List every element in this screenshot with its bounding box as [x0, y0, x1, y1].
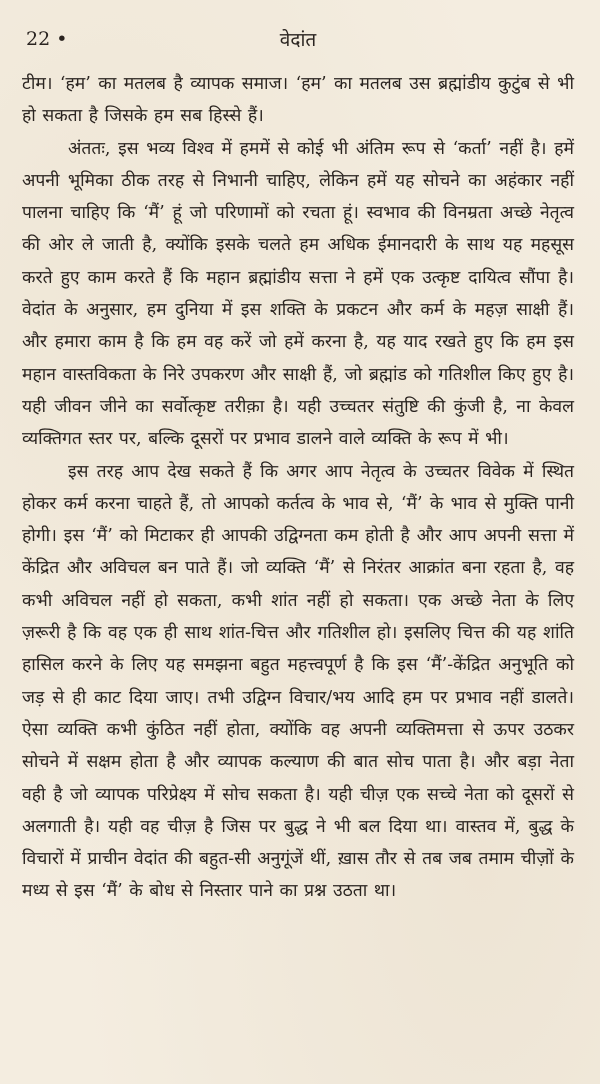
page-header: [22, 22, 574, 58]
paragraph: अंततः, इस भव्य विश्व में हममें से कोई भी अंतिम रूप से ‘कर्ता’ नहीं है। हमें अपनी भूमिका ठीक तरह से निभानी चाहिए, लेकिन हमें यह सोचने का अहंकार नहीं पालना चाहिए कि ‘मैं’ हूं जो परिणामों को रचता हूं। स्वभाव की विनम्रता अच्छे नेतृत्व की ओर ले जाती है, क्योंकि इसके चलते हम अधिक ईमानदारी के साथ यह महसूस करते हुए काम करते हैं कि महान ब्रह्मांडीय सत्ता ने हमें एक उत्कृष्ट दायित्व सौंपा है। वेदांत के अनुसार, हम दुनिया में इस शक्ति के प्रकटन और कर्म के महज़ साक्षी हैं। और हमारा काम है कि हम वह करें जो हमें करना है, यह याद रखते हुए कि हम इस महान वास्तविकता के निरे उपकरण और साक्षी हैं, जो ब्रह्मांड को गतिशील किए हुए है। यही जीवन जीने का सर्वोत्कृष्ट तरीक़ा है। यही उच्चतर संतुष्टि की कुंजी है, ना केवल व्यक्तिगत स्तर पर, बल्कि दूसरों पर प्रभाव डालने वाले व्यक्ति के रूप में भी।: [22, 138, 574, 450]
page-number-value: 22: [26, 28, 51, 50]
paragraph-continued: टीम। ‘हम’ का मतलब है व्यापक समाज। ‘हम’ का मतलब उस ब्रह्मांडीय कुटुंब से भी हो सकता है जिसके हम सब हिस्से हैं।: [22, 74, 574, 127]
page-number-bullet: •: [56, 28, 68, 50]
running-head-title: वेदांत: [279, 29, 317, 51]
page-body: [22, 68, 574, 908]
paragraph: इस तरह आप देख सकते हैं कि अगर आप नेतृत्व के उच्चतर विवेक में स्थित होकर कर्म करना चाहते हैं, तो आपको कर्तत्व के भाव से, ‘मैं’ के भाव से मुक्ति पानी होगी। इस ‘मैं’ को मिटाकर ही आपकी उद्विग्नता कम होती है और आप अपनी सत्ता में केंद्रित और अविचल बन पाते हैं। जो व्यक्ति ‘मैं’ से निरंतर आक्रांत बना रहता है, वह कभी अविचल नहीं हो सकता, कभी शांत नहीं हो सकता। एक अच्छे नेता के लिए ज़रूरी है कि वह एक ही साथ शांत-चित्त और गतिशील हो। इसलिए चित्त की यह शांति हासिल करने के लिए यह समझना बहुत महत्त्वपूर्ण है कि इस ‘मैं’-केंद्रित अनुभूति को जड़ से ही काट दिया जाए। तभी उद्विग्न विचार/भय आदि हम पर प्रभाव नहीं डालते। ऐसा व्यक्ति कभी कुंठित नहीं होता, क्योंकि वह अपनी व्यक्तिमत्ता से ऊपर उठकर सोचने में सक्षम होता है और व्यापक कल्याण की बात सोच पाता है। और बड़ा नेता वही है जो व्यापक परिप्रेक्ष्य में सोच सकता है। यही चीज़ एक सच्चे नेता को दूसरों से अलगाती है। यही वह चीज़ है जिस पर बुद्ध ने भी बल दिया था। वास्तव में, बुद्ध के विचारों में प्राचीन वेदांत की बहुत-सी अनुगूंजें थीं, ख़ास तौर से तब जब तमाम चीज़ों के मध्य से इस ‘मैं’ के बोध से निस्तार पाने का प्रश्न उठता था।: [22, 461, 574, 902]
